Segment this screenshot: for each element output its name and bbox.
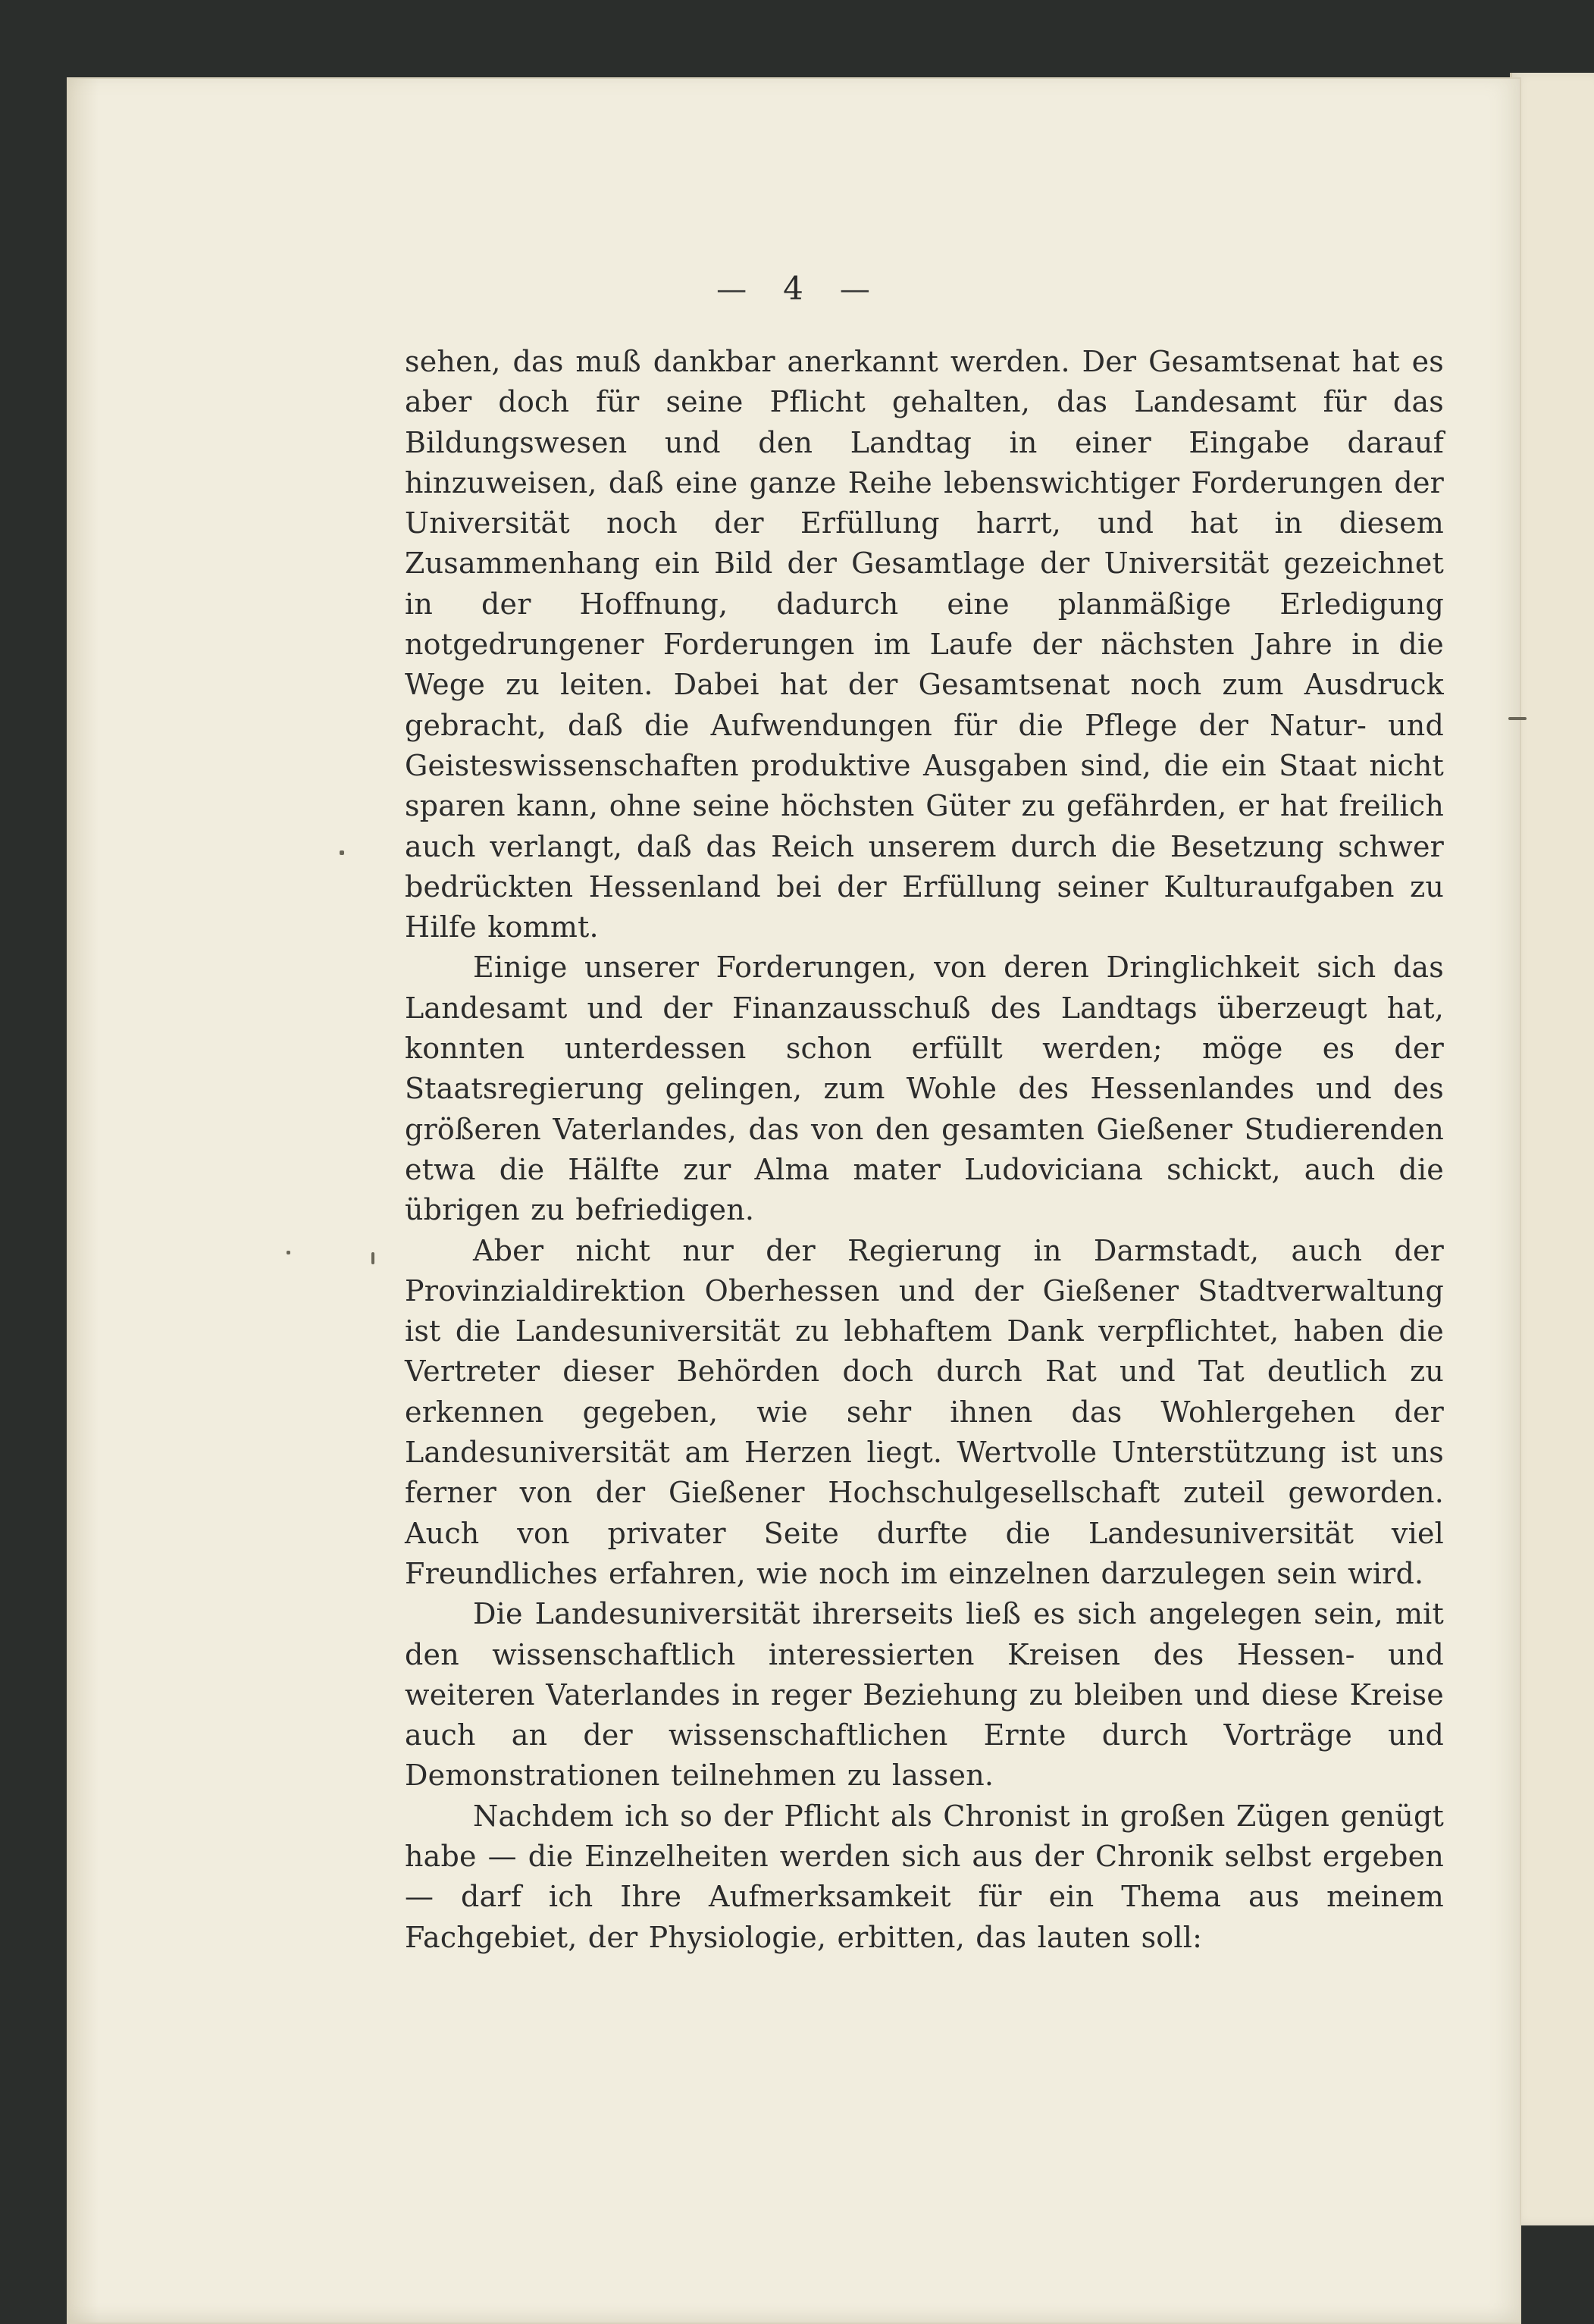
page-number-header: [68, 270, 1520, 307]
facing-page-edge: [1510, 73, 1594, 2225]
page-number-dash-right: —: [839, 272, 872, 307]
paragraph: Einige unserer Forderungen, von deren Dringlichkeit sich das Landesamt und der Finanzausschuß des Landtags überzeugt hat, konnten unterdessen schon erfüllt werden; möge es der Staatsregierung gelingen, zum Wohle des Hessenlandes und des größeren Vaterlandes, das von den gesamten Gießener Studierenden etwa die Hälfte zur Alma mater Ludoviciana schickt, auch die übrigen zu befriedigen.: [405, 951, 1444, 1227]
page-number-dash-left: —: [716, 272, 749, 307]
paragraph: Die Landesuniversität ihrerseits ließ es sich angelegen sein, mit den wissenschaftlich interessierten Kreisen des Hessen- und weiteren Vaterlandes in reger Beziehung zu bleiben und diese Kreise auch an der wissenschaftlichen Ernte durch Vorträge und Demonstrationen teilnehmen zu lassen.: [405, 1597, 1444, 1793]
paragraph: Aber nicht nur der Regierung in Darmstadt, auch der Provinzialdirektion Oberhessen und der Gießener Stadtverwaltung ist die Landesuniversität zu lebhaftem Dank verpflichtet, haben die Vertreter dieser Behörden doch durch Rat und Tat deutlich zu erkennen gegeben, wie sehr ihnen das Wohlergehen der Landesuniversität am Herzen liegt. Wertvolle Unterstützung ist uns ferner von der Gießener Hochschulgesellschaft zuteil geworden. Auch von privater Seite durfte die Landesuniversität viel Freundliches erfahren, wie noch im einzelnen darzulegen sein wird.: [405, 1233, 1444, 1590]
paper-speck: [287, 1251, 290, 1254]
page-shadow: [68, 79, 99, 2322]
paper-speck: [371, 1252, 374, 1264]
body-text: [405, 342, 1444, 1958]
paragraph: Nachdem ich so der Pflicht als Chronist in großen Zügen genügt habe — die Einzelheiten werden sich aus der Chronik selbst ergeben — darf ich Ihre Aufmerksamkeit für ein Thema aus meinem Fachgebiet, der Physiologie, erbitten, das lauten soll:: [405, 1799, 1444, 1954]
paper-speck: [340, 850, 344, 855]
document-page: [67, 77, 1521, 2324]
paragraph: sehen, das muß dankbar anerkannt werden. Der Gesamtsenat hat es aber doch für seine Pflicht gehalten, das Landesamt für das Bildungswesen und den Landtag in einer Eingabe darauf hinzuweisen, daß eine ganze Reihe lebenswichtiger Forderungen der Universität noch der Erfüllung harrt, und hat in diesem Zusammenhang ein Bild der Gesamtlage der Universität gezeichnet in der Hoffnung, dadurch eine planmäßige Erledigung notgedrungener Forderungen im Laufe der nächsten Jahre in die Wege zu leiten. Dabei hat der Gesamtsenat noch zum Ausdruck gebracht, daß die Aufwendungen für die Pflege der Natur- und Geisteswissenschaften produktive Ausgaben sind, die ein Staat nicht sparen kann, ohne seine höchsten Güter zu gefährden, er hat freilich auch verlangt, daß das Reich unserem durch die Besetzung schwer bedrückten Hessenland bei der Erfüllung seiner Kulturaufgaben zu Hilfe kommt.: [405, 345, 1444, 944]
page-number: 4: [783, 270, 805, 307]
paper-speck: [1508, 717, 1527, 720]
